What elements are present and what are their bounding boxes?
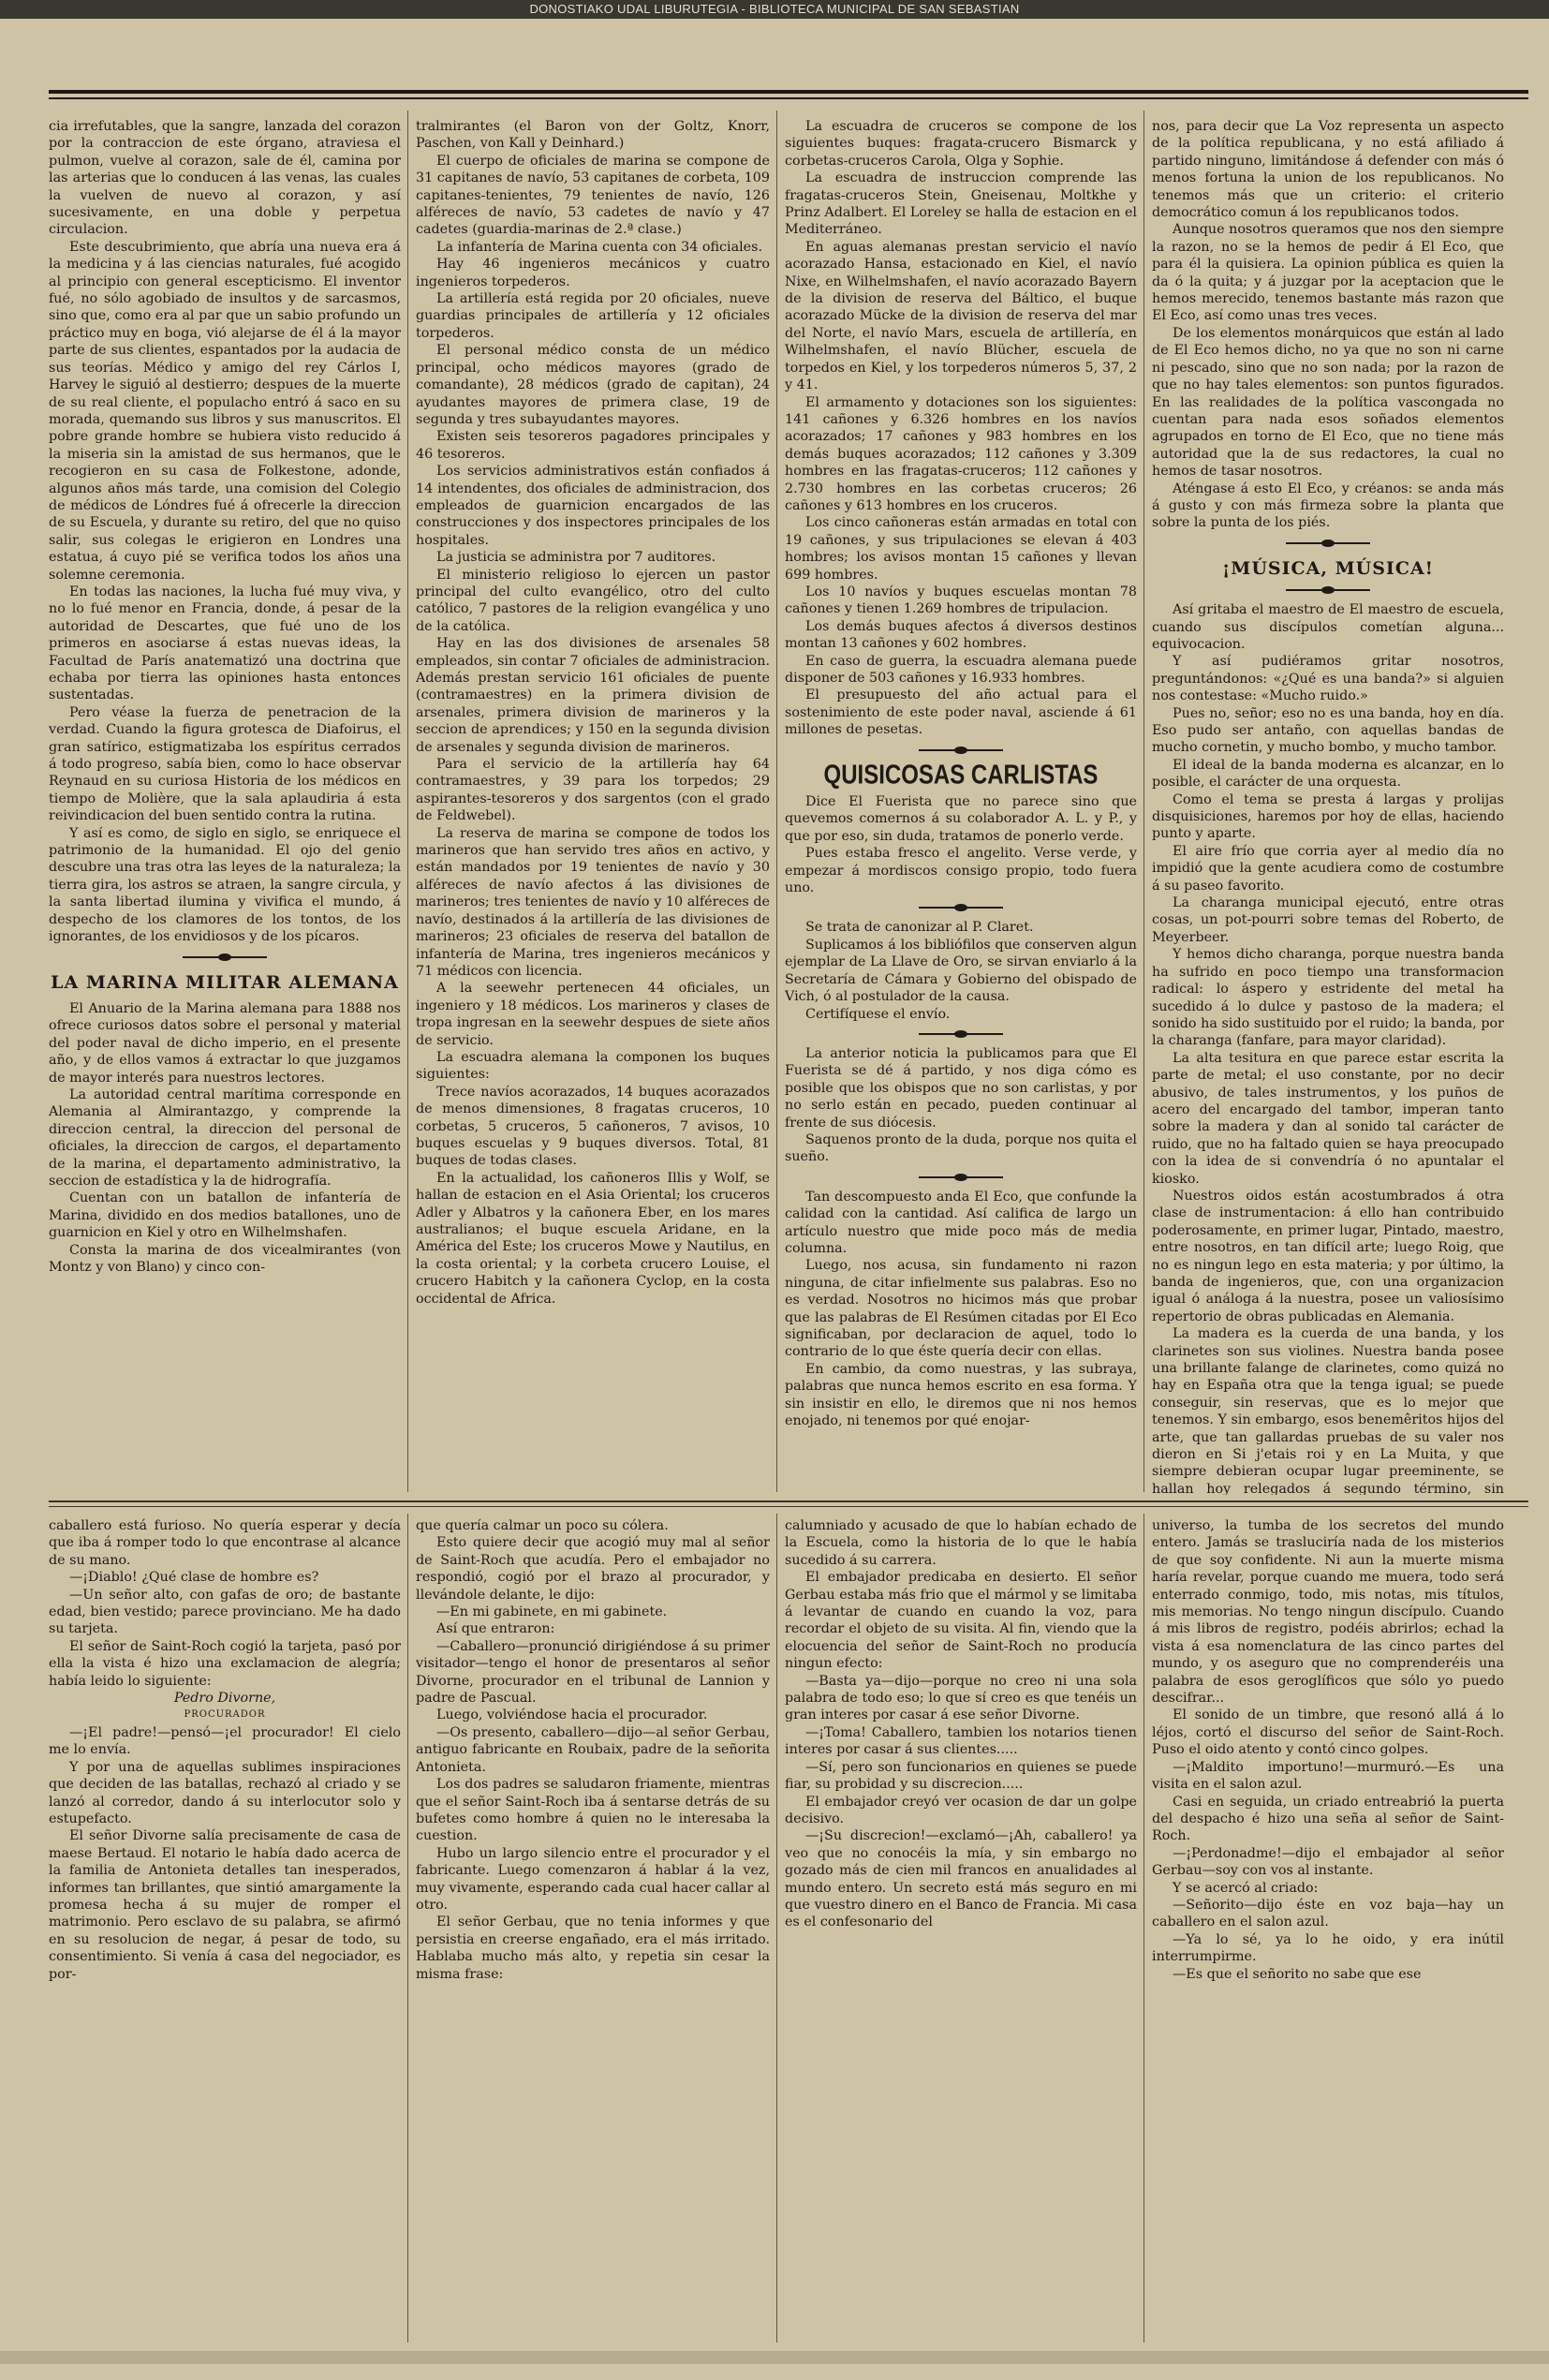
paragraph: El señor de Saint-Roch cogió la tarjeta, pasó por ella la vista é hizo una exclamacion de alegría; había leido lo siguiente: [49, 1638, 401, 1689]
paragraph: En caso de guerra, la escuadra alemana puede disponer de 503 cañones y 16.933 hombres. [785, 653, 1137, 686]
paragraph: La madera es la cuerda de una banda, y los clarinetes son sus violines. Nuestra banda posee una brillante falange de clarinetes, como quizá no hay en España otra que la tenga igual; se puede conseguir, sin reservas, que es lo mejor que tenemos. Y sin embargo, esos benemêritos hijos del arte, que tan gallardas pruebas de su valer nos dieron en Si j'etais roi y en La Muita, y que siempre debieran ocupar lugar preeminente, se hallan hoy relegados á segundo término, sin [1152, 1326, 1504, 1495]
paragraph: En cambio, da como nuestras, y las subraya, palabras que nunca hemos escrito en esa forma. Y sin insistir en ello, le diremos que ni nos hemos enojado, ni tenemos por qué enojar- [785, 1361, 1137, 1429]
paragraph: Pues estaba fresco el angelito. Verse verde, y empezar á mordiscos consigo propio, todo fuera uno. [785, 846, 1137, 896]
paragraph: Aunque nosotros queramos que nos den siempre la razon, no se la hemos de pedir á El Eco, que para él la quisiera. La opinion pública es quien la da ó la quita; y á juzgar por la aceptacion que le hemos merecido, tenemos bastante más razon que El Eco, así como unas tres veces. [1152, 222, 1504, 324]
feuilleton-divider [49, 1500, 1528, 1502]
paragraph: El embajador creyó ver ocasion de dar un golpe decisivo. [785, 1794, 1137, 1826]
section-ornament [1286, 586, 1370, 594]
paragraph: Los dos padres se saludaron friamente, mientras que el señor Saint-Roch iba á sentarse detrás de su bufetes como hombre á quien no le interesaba la cuestion. [416, 1777, 770, 1844]
paragraph: El embajador predicaba en desierto. El señor Gerbau estaba más frio que el mármol y se limitaba á levantar de cuando en cuando la voz, para recordar el objeto de su visita. Al fin, viendo que la elocuencia del señor de Saint-Roch no producía ningun efecto: [785, 1570, 1137, 1672]
paragraph: El personal médico consta de un médico principal, ocho médicos mayores (grado de comandante), 28 médicos (grado de capitan), 24 ayudantes mayores de primera clase, 19 de segunda y tres subayudantes mayores. [416, 343, 770, 427]
item-separator [919, 1030, 1003, 1038]
paragraph: Suplicamos á los bibliófilos que conserven algun ejemplar de La Llave de Oro, se sirvan enviarlo á la Secretaría de Cámara y Gobierno del obispado de Vich, ó al postulador de la causa. [785, 937, 1137, 1005]
paragraph: Este descubrimiento, que abría una nueva era á la medicina y á las ciencias naturales, fué acogido al principio con general escepticismo. El inventor fué, no sólo agobiado de insultos y de sarcasmos, sino que, como era al par que un sabio profundo un práctico muy en boga, vió alejarse de él á la mayor parte de sus clientes, espantados por la audacia de sus teorías. Médico y amigo del rey Cárlos I, Harvey le siguió al destierro; despues de la muerte de su real cliente, el populacho entró á saco en su morada, quemando sus libros y sus manuscritos. El pobre grande hombre se hubiera visto reducido á la miseria sin la amistad de sus hermanos, que le recogieron en su casa de Folkestone, adonde, algunos años más tarde, una comision del Colegio de médicos de Lóndres fué á ofrecerle la direccion de su Escuela, y durante su retiro, del que no quiso salir, sus colegas le erigieron en Londres una estatua, á cuyo pié se verifica todos los años una solemne ceremonia. [49, 239, 401, 583]
paragraph: El señor Divorne salía precisamente de casa de maese Bertaud. El notario le había dado acerca de la familia de Antonieta detalles tan inesperados, informes tan brillantes, que sintió amargamente la promesa hecha á su mujer de romper el matrimonio. Pero esclavo de su palabra, se afirmó en su resolucion de negar, á pesar de todo, su consentimiento. Si venía á casa del negociador, es por- [49, 1828, 401, 1982]
paragraph: La escuadra de cruceros se compone de los siguientes buques: fragata-crucero Bismarck y corbetas-cruceros Carola, Olga y Sophie. [785, 119, 1137, 169]
paragraph: caballero está furioso. No quería esperar y decía que iba á romper todo lo que encontrase al alcance de su mano. [49, 1518, 401, 1568]
column-divider [1143, 111, 1144, 1492]
paragraph: A la seewehr pertenecen 44 oficiales, un ingeniero y 18 médicos. Los marineros y clases de tropa ingresan en la seewehr despues de siete años de servicio. [416, 981, 770, 1048]
paragraph: Casi en seguida, un criado entreabrió la puerta del despacho é hizo una seña al señor de Saint-Roch. [1152, 1794, 1504, 1844]
paragraph: El armamento y dotaciones son los siguientes: 141 cañones y 6.326 hombres en los navíos acorazados; 17 cañones y 983 hombres en los demás buques acorazados; 112 cañones y 3.309 hombres en las fragatas-cruceros; 112 cañones y 2.730 hombres en las corbetas cruceros; 26 cañones y 613 hombres en los cruceros. [785, 394, 1137, 513]
feuilleton-column-3 [785, 1517, 1137, 2342]
paragraph: En aguas alemanas prestan servicio el navío acorazado Hansa, estacionado en Kiel, el navío Nixe, en Wilhelmshafen, el navío acorazado Bayern de la division de reserva del Báltico, el buque acorazado Mücke de la division de reserva del mar del Norte, el navío Mars, escuela de artillería, en Wilhelmshafen, el navío Blücher, escuela de torpedos en Kiel, y los torpederos números 5, 37, 2 y 41. [785, 239, 1137, 393]
article-column-4 [1152, 118, 1504, 1495]
feuilleton-column-2 [416, 1517, 770, 2342]
paragraph: Pero véase la fuerza de penetracion de la verdad. Cuando la figura grotesca de Diafoirus, el gran satírico, estigmatizaba los espíritus cerrados á todo progreso, sabía bien, como lo hace observar Reynaud en su curiosa Historia de los médicos en tiempo de Molière, que la sala aplaudiria á esta reivindicacion del buen sentido contra la rutina. [49, 704, 401, 824]
paragraph: De los elementos monárquicos que están al lado de El Eco hemos dicho, no ya que no son ni carne ni pescado, sino que no son nada; por la razon de que no hay tales elementos: son puntos figurados. En las realidades de la política vascongada no cuentan para nada esos soñados elementos agrupados en torno de El Eco, que no tiene más autoridad que la de sus redactores, la cual no hemos de tasar nosotros. [1152, 325, 1504, 480]
paragraph: Y por una de aquellas sublimes inspiraciones que deciden de las batallas, rechazó al criado y se lanzó al corredor, dando á su interlocutor solo y estupefacto. [49, 1759, 401, 1826]
article-column-1 [49, 118, 401, 1495]
feuilleton-divider-thin [49, 1506, 1528, 1507]
section-ornament [1286, 540, 1370, 547]
paragraph: En la actualidad, los cañoneros Illis y Wolf, se hallan de estacion en el Asia Oriental; los cruceros Adler y Albatros y la cañonera Eber, en los mares australianos; el buque escuela Aridane, en la América del Este; los cruceros Mowe y Nautilus, en la costa oriental; y la corbeta crucero Louise, el crucero Habitch y la cañonera Cyclop, en la costa occidental de Africa. [416, 1170, 770, 1307]
paragraph: Y se acercó al criado: [1173, 1880, 1319, 1896]
paragraph: Los cinco cañoneras están armadas en total con 19 cañones, y sus tripulaciones se elevan á 403 hombres; los avisos montan 15 cañones y llevan 699 hombres. [785, 515, 1137, 583]
paragraph: Así gritaba el maestro de El maestro de escuela, cuando sus discípulos cometían alguna... equivocacion. [1152, 602, 1504, 652]
paragraph: Pues no, señor; eso no es una banda, hoy en día. Eso pudo ser antaño, con aquellas bandas de mucho cornetin, y mucho bombo, y mucho tambor. [1152, 705, 1504, 756]
paragraph: En todas las naciones, la lucha fué muy viva, y no lo fué menor en Francia, donde, á pesar de la autoridad de Descartes, que fué uno de los primeros en asociarse á estas nuevas ideas, la Facultad de París anatematizó una doctrina que echaba por tierra las opiniones hasta entonces sustentadas. [49, 584, 401, 703]
paragraph: Existen seis tesoreros pagadores principales y 46 tesoreros. [416, 429, 770, 462]
article-column-2 [416, 118, 770, 1495]
paragraph: Consta la marina de dos vicealmirantes (von Montz y von Blano) y cinco con- [49, 1242, 401, 1275]
paragraph: Hubo un largo silencio entre el procurador y el fabricante. Luego comenzaron á hablar á la vez, muy vivamente, esperando cada cual hacer callar al otro. [416, 1845, 770, 1913]
paragraph: calumniado y acusado de que lo habían echado de la Escuela, como la historia de lo que le había sucedido á su carrera. [785, 1518, 1137, 1568]
column-divider [776, 1514, 777, 2343]
paragraph: cia irrefutables, que la sangre, lanzada del corazon por la contraccion de este órgano, atraviesa el pulmon, vuelve al corazon, sale de él, camina por las arterias que lo conducen á las venas, las cuales la vuelven de nuevo al corazon, y así sucesivamente, en una doble y perpetua circulacion. [49, 119, 401, 238]
paragraph: —¡Su discrecion!—exclamó—¡Ah, caballero! ya veo que no conocéis la mía, y sin embargo no gozado más de cien mil francos en anualidades al mundo entero. Un secreto está más seguro en mi que vuestro dinero en el Banco de Francia. Mi casa es el confesonario del [785, 1828, 1137, 1930]
calling-card-name: Pedro Divorne, [173, 1691, 276, 1707]
paragraph: —¡Maldito importuno!—murmuró.—Es una visita en el salon azul. [1152, 1759, 1504, 1793]
calling-card-title: PROCURADOR [184, 1709, 266, 1721]
paragraph: universo, la tumba de los secretos del mundo entero. Jamás se trasluciría nada de los misterios de que soy confidente. Ni aun la muerte misma haría revelar, porque cuando me muera, todo será enterrado conmigo, todo, mis notas, mis títulos, mis memorias. No tengo ningun discípulo. Cuando á mis libros de registro, podéis abrirlos; echad la vista á esa nomenclatura de las cinco partes del mundo, y os aseguro que no comprenderéis una palabra de esos geroglíficos que sólo yo puedo descifrar... [1152, 1518, 1504, 1707]
paragraph: El sonido de un timbre, que resonó allá á lo léjos, cortó el discurso del señor de Saint-Roch. Puso el oido atento y contó cinco golpes. [1152, 1707, 1504, 1758]
column-divider [407, 111, 408, 1492]
paragraph: —En mi gabinete, en mi gabinete. [436, 1604, 668, 1620]
paragraph: —Caballero—pronunció dirigiéndose á su primer visitador—tengo el honor de presentaros al señor Divorne, procurador en el tribunal de Lannion y padre de Pascual. [416, 1638, 770, 1707]
paragraph: —¡Toma! Caballero, tambien los notarios tienen interes por casar á sus clientes..... [785, 1724, 1137, 1758]
paragraph: Así que entraron: [436, 1621, 555, 1637]
paragraph: —Basta ya—dijo—porque no creo ni una sola palabra de todo eso; lo que sí creo es que tenéis un gran interes por casar á ese señor Divorne. [785, 1673, 1137, 1723]
paragraph: La escuadra alemana la componen los buques siguientes: [416, 1049, 770, 1083]
paragraph: Hay en las dos divisiones de arsenales 58 empleados, sin contar 7 oficiales de administracion. Además prestan servicio 161 oficiales de puente (contramaestres) en la primera division de arsenales, primera division de marineros y la seccion de aprendices; y 150 en la segunda division de arsenales y segunda division de marineros. [416, 636, 770, 755]
paragraph: —Señorito—dijo éste en voz baja—hay un caballero en el salon azul. [1152, 1897, 1504, 1930]
paragraph: —¡Diablo! ¿Qué clase de hombre es? [69, 1570, 319, 1586]
paragraph: La reserva de marina se compone de todos los marineros que han servido tres años en activo, y están mandados por 19 tenientes de navío y 30 alféreces de navío afectos á las divisiones de marineros; tres tenientes de navío y 10 alféreces de navío, destinados á la artillería de las divisiones de marineros; 23 oficiales de reserva del batallon de infantería de Marina, tres ingenieros mecánicos y 71 médicos con licencia. [416, 825, 770, 979]
feuilleton-column-4 [1152, 1517, 1504, 2342]
paragraph: Esto quiere decir que acogió muy mal al señor de Saint-Roch que acudía. Pero el embajador no respondió, cogió por el brazo al procurador, y llevándole delante, le dijo: [416, 1535, 770, 1603]
archive-header: DONOSTIAKO UDAL LIBURUTEGIA - BIBLIOTECA MUNICIPAL DE SAN SEBASTIAN [0, 0, 1549, 19]
paragraph: Luego, nos acusa, sin fundamento ni razon ninguna, de citar infielmente sus palabras. Eso no es verdad. Nosotros no hicimos más que probar que las palabras de El Resúmen citadas por El Eco significaban, por declaracion de aquel, todo lo contrario de lo que éste quería decir con ellas. [785, 1258, 1137, 1360]
column-divider [1143, 1514, 1144, 2343]
paragraph: El señor Gerbau, que no tenia informes y que persistia en creerse engañado, era el más irritado. Hablaba mucho más alto, y repetia sin cesar la misma frase: [416, 1914, 770, 1982]
paragraph: Certifíquese el envío. [805, 1006, 951, 1022]
masthead-rule-thick [49, 90, 1528, 94]
item-separator [919, 1174, 1003, 1181]
paragraph: Tan descompuesto anda El Eco, que confunde la calidad con la cantidad. Así califica de largo un artículo nuestro que mide poco más de media columna. [785, 1189, 1137, 1256]
paragraph: Dice El Fuerista que no parece sino que quevemos comernos á su colaborador A. L. y P., y que por eso, sin duda, tratamos de ponerlo verde. [785, 794, 1137, 844]
paragraph: La artillería está regida por 20 oficiales, nueve guardias principales de artillería y 12 oficiales torpederos. [416, 291, 770, 341]
page-bottom-edge [0, 2351, 1549, 2364]
paragraph: —Sí, pero son funcionarios en quienes se puede fiar, su probidad y su discrecion..... [785, 1759, 1137, 1793]
section-heading: QUISICOSAS CARLISTAS [823, 759, 1099, 791]
paragraph: La anterior noticia la publicamos para que El Fuerista se dé á partido, y nos diga cómo es posible que los obispos que no son carlistas, y por no serlo están en pecado, pueden continuar al frente de sus diócesis. [785, 1045, 1137, 1131]
paragraph: —Es que el señorito no sabe que ese [1173, 1966, 1422, 1982]
paragraph: La alta tesitura en que parece estar escrita la parte de metal; el uso constante, por no decir abusivo, de tales instrumentos, y los puños de acero del encargado del tambor, imperan tanto sobre la madera y dan al sonido tal carácter de ruido, que no ha faltado quien se haya preocupado con la idea de si convendría ó no apuntalar el kiosko. [1152, 1050, 1504, 1187]
paragraph: Y así es como, de siglo en siglo, se enriquece el patrimonio de la humanidad. El ojo del genio descubre una tras otra las leyes de la naturaleza; la tierra gira, los astros se atraen, la sangre circula, y la santa libertad ilumina y vivifica el mundo, á despecho de los clamores de los tontos, de los ignorantes, de los envidiosos y de los pícaros. [49, 825, 401, 945]
paragraph: —Os presento, caballero—dijo—al señor Gerbau, antiguo fabricante en Roubaix, padre de la señorita Antonieta. [416, 1724, 770, 1775]
paragraph: nos, para decir que La Voz representa un aspecto de la política republicana, y no está afiliado á partido ninguno, limitándose á defender con más ó menos fortuna la union de los republicanos. No tenemos más que un criterio: el criterio democrático comun á los republicanos todos. [1152, 119, 1504, 221]
section-ornament [183, 953, 267, 961]
paragraph: Trece navíos acorazados, 14 buques acorazados de menos dimensiones, 8 fragatas cruceros, 10 corbetas, 5 cruceros, 5 cañoneros, 7 avisos, 10 buques escuelas y 9 buques diversos. Total, 81 buques de todas clases. [416, 1084, 770, 1169]
paragraph: Los demás buques afectos á diversos destinos montan 13 cañones y 602 hombres. [785, 618, 1137, 652]
paragraph: Nuestros oidos están acostumbrados á otra clase de instrumentacion: á ello han contribuido poderosamente, en primer lugar, Pintado, maestro, entre nosotros, en tan difícil arte; luego Roig, que no es ningun lego en esta materia; y por último, la banda de ingenieros, que, con una organizacion igual ó análoga á la nuestra, posee un valiosísimo repertorio de obras publicadas en Alemania. [1152, 1188, 1504, 1324]
article-column-3 [785, 118, 1137, 1495]
column-divider [407, 1514, 408, 2343]
paragraph: Para el servicio de la artillería hay 64 contramaestres, y 39 para los torpedos; 29 aspirantes-tesoreros y dos sargentos (con el grado de Feldwebel). [416, 757, 770, 824]
paragraph: El cuerpo de oficiales de marina se compone de 31 capitanes de navío, 53 capitanes de corbeta, 109 capitanes-tenientes, 79 tenientes de navío, 126 alféreces de navío, 53 cadetes de navío y 47 cadetes (guardia-marinas de 2.ª clase.) [416, 153, 770, 238]
paragraph: El aire frío que corria ayer al medio día no impidió que la gente acudiera como de costumbre á su paseo favorito. [1152, 843, 1504, 894]
paragraph: —Un señor alto, con gafas de oro; de bastante edad, bien vestido; parece provinciano. Me ha dado su tarjeta. [49, 1587, 401, 1637]
section-heading: LA MARINA MILITAR ALEMANA [51, 971, 399, 993]
paragraph: Y hemos dicho charanga, porque nuestra banda ha sufrido en poco tiempo una transformacion radical: lo áspero y estridente del metal ha sucedido á lo dulce y pastoso de la madera; el sonido ha sido sustituido por el ruido; la banda, por la charanga (fanfare, para mayor claridad). [1152, 947, 1504, 1049]
paragraph: El Anuario de la Marina alemana para 1888 nos ofrece curiosos datos sobre el personal y material del poder naval de dicho imperio, en el presente año, y de ellos vamos á extractar lo que juzgamos de mayor interés para nuestros lectores. [49, 1000, 401, 1086]
paragraph: Saquenos pronto de la duda, porque nos quita el sueño. [785, 1131, 1137, 1165]
paragraph: La justicia se administra por 7 auditores. [436, 550, 716, 566]
paragraph: La autoridad central marítima corresponde en Alemania al Almirantazgo, y comprende la direccion central, la direccion del personal de oficiales, la direccion de cargos, el departamento de la marina, el departamento administrativo, la seccion de estadística y la de hidrografía. [49, 1087, 401, 1189]
paragraph: Los 10 navíos y buques escuelas montan 78 cañones y tienen 1.269 hombres de tripulacion. [785, 584, 1137, 617]
paragraph: —¡Perdonadme!—dijo el embajador al señor Gerbau—soy con vos al instante. [1152, 1845, 1504, 1879]
paragraph: Los servicios administrativos están confiados á 14 intendentes, dos oficiales de administracion, dos empleados de guarnicion encargados de las construcciones y dos inspectores principales de los hospitales. [416, 464, 770, 548]
paragraph: El ideal de la banda moderna es alcanzar, en lo posible, el carácter de una orquesta. [1152, 757, 1504, 791]
section-heading: ¡MÚSICA, MÚSICA! [1221, 557, 1435, 579]
paragraph: La escuadra de instruccion comprende las fragatas-cruceros Stein, Gneisenau, Moltkhe y Prinz Adalbert. El Loreley se halla de estacion en el Mediterráneo. [785, 170, 1137, 238]
paragraph: que quería calmar un poco su cólera. [416, 1518, 669, 1533]
feuilleton-column-1 [49, 1517, 401, 2342]
paragraph: Luego, volviéndose hacia el procurador. [436, 1707, 708, 1723]
paragraph: Como el tema se presta á largas y prolijas disquisiciones, haremos por hoy de ellas, haciendo punto y aparte. [1152, 791, 1504, 842]
paragraph: Y así pudiéramos gritar nosotros, preguntándonos: «¿Qué es una banda?» si alguien nos contestase: «Mucho ruido.» [1152, 654, 1504, 704]
paragraph: —Ya lo sé, ya lo he oido, y era inútil interrumpirme. [1152, 1931, 1504, 1965]
paragraph: Hay 46 ingenieros mecánicos y cuatro ingenieros torpederos. [416, 257, 770, 289]
paragraph: La charanga municipal ejecutó, entre otras cosas, un pot-pourri sobre temas del Roberto, de Meyerbeer. [1152, 895, 1504, 945]
section-ornament [919, 747, 1003, 754]
paragraph: Aténgase á esto El Eco, y créanos: se anda más á gusto y con más firmeza sobre la planta que sobre la punta de los piés. [1152, 480, 1504, 531]
paragraph: La infantería de Marina cuenta con 34 oficiales. [436, 239, 763, 255]
paragraph: Cuentan con un batallon de infantería de Marina, dividido en dos medios batallones, uno de guarnicion en Kiel y otro en Wilhelmshafen. [49, 1190, 401, 1241]
column-divider [776, 111, 777, 1492]
paragraph: El presupuesto del año actual para el sostenimiento de este poder naval, asciende á 61 millones de pesetas. [785, 687, 1137, 738]
paragraph: Se trata de canonizar al P. Claret. [805, 920, 1034, 936]
paragraph: —¡El padre!—pensó—¡el procurador! El cielo me lo envía. [49, 1724, 401, 1758]
paragraph: tralmirantes (el Baron von der Goltz, Knorr, Paschen, von Kall y Deinhard.) [416, 119, 770, 152]
paragraph: El ministerio religioso lo ejercen un pastor principal del culto evangélico, otro del culto católico, 7 pastores de la religion evangélica y uno de la católica. [416, 567, 770, 634]
item-separator [919, 904, 1003, 911]
masthead-rule-thin [49, 97, 1528, 99]
